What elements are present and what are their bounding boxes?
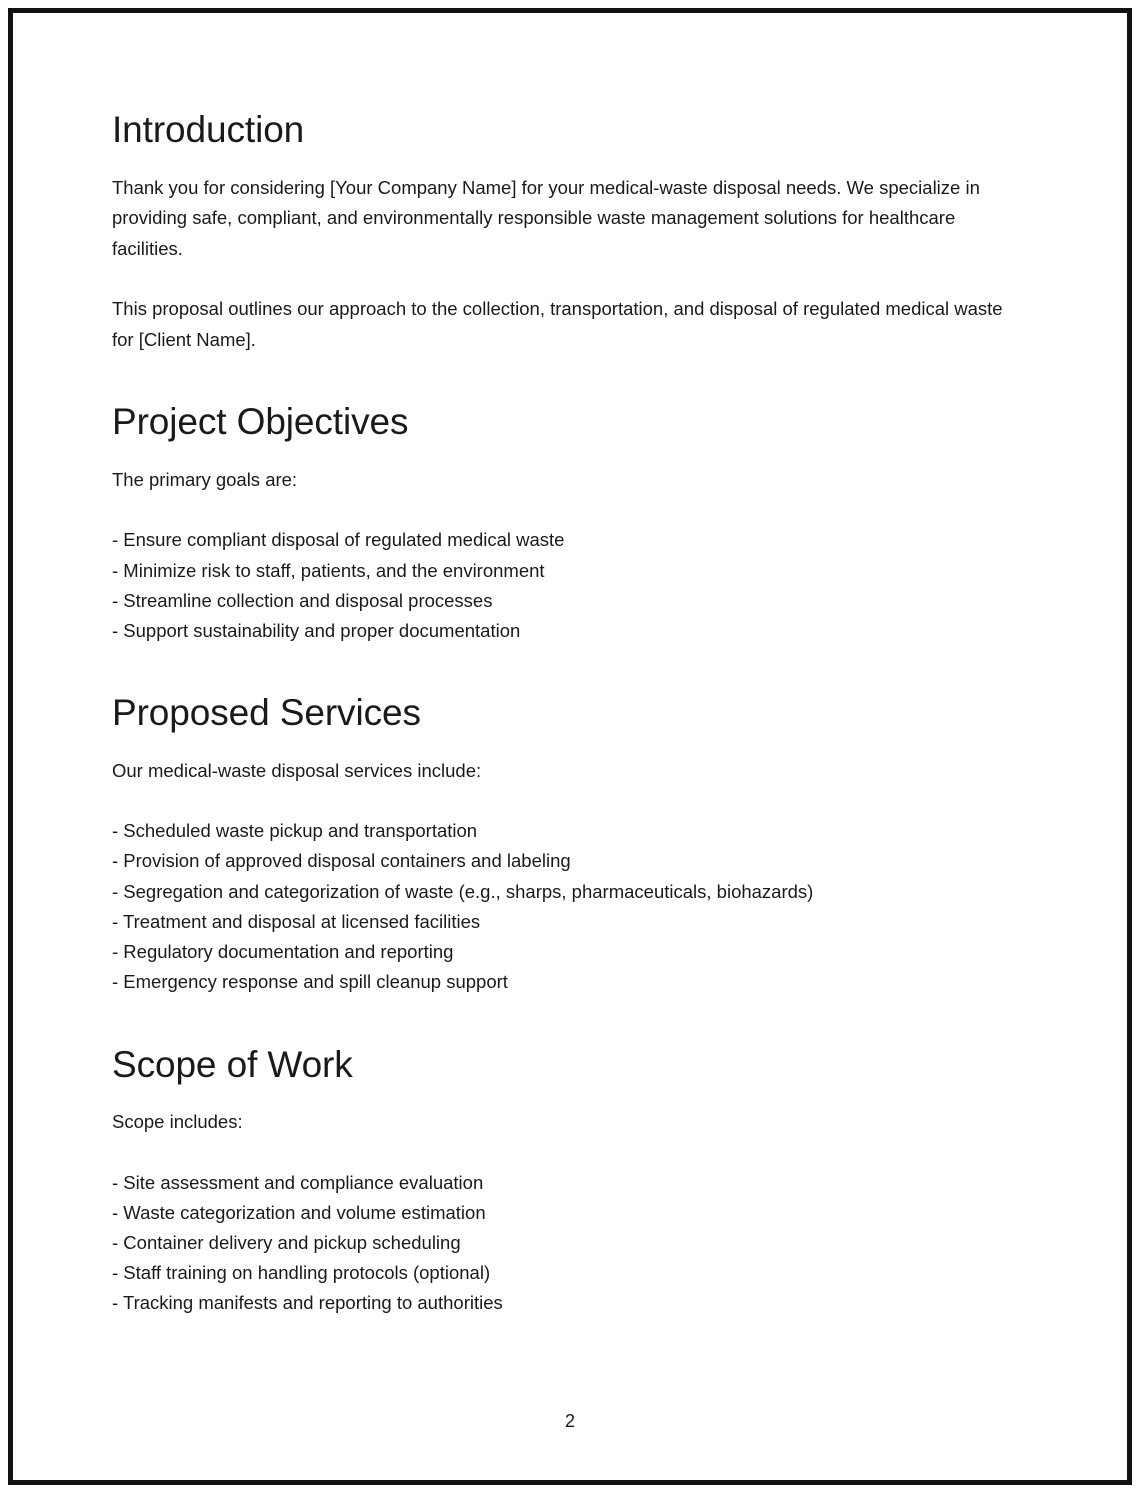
list-item: - Scheduled waste pickup and transportation — [112, 820, 478, 842]
heading-spacer — [112, 735, 1017, 756]
document-body — [112, 108, 1017, 1319]
paragraph-intro-2: This proposal outlines our approach to the collection, transportation, and disposal of regulated medical waste for [Client Name]. — [112, 298, 1003, 350]
list-item: - Minimize risk to staff, patients, and the environment — [112, 559, 545, 581]
bullet-list-project-objectives — [112, 525, 1017, 646]
lead-in-scope-of-work: Scope includes: — [112, 1111, 243, 1133]
list-item: - Streamline collection and disposal processes — [112, 589, 493, 611]
list-item: - Emergency response and spill cleanup support — [112, 971, 508, 993]
heading-spacer — [112, 1086, 1017, 1107]
list-item: - Support sustainability and proper documentation — [112, 619, 521, 641]
lead-in-proposed-services: Our medical-waste disposal services include: — [112, 759, 482, 781]
section-heading-proposed-services: Proposed Services — [112, 692, 421, 734]
list-item: - Regulatory documentation and reporting — [112, 941, 454, 963]
list-item: - Container delivery and pickup scheduling — [112, 1232, 461, 1254]
list-item: - Tracking manifests and reporting to authorities — [112, 1292, 503, 1314]
heading-spacer — [112, 444, 1017, 465]
list-item: - Site assessment and compliance evaluation — [112, 1171, 484, 1193]
bullet-list-proposed-services — [112, 816, 1017, 997]
section-introduction — [112, 108, 1017, 355]
section-proposed-services — [112, 691, 1017, 997]
bullet-list-scope-of-work — [112, 1168, 1017, 1319]
list-item: - Provision of approved disposal containers and labeling — [112, 850, 571, 872]
section-scope-of-work — [112, 1043, 1017, 1319]
list-item: - Treatment and disposal at licensed facilities — [112, 910, 481, 932]
heading-spacer — [112, 152, 1017, 173]
list-item: - Segregation and categorization of waste (e.g., sharps, pharmaceuticals, biohazards) — [112, 880, 814, 902]
list-item: - Staff training on handling protocols (optional) — [112, 1262, 491, 1284]
lead-in-project-objectives: The primary goals are: — [112, 468, 298, 490]
section-project-objectives — [112, 400, 1017, 646]
document-page — [8, 8, 1132, 1485]
list-item: - Ensure compliant disposal of regulated medical waste — [112, 529, 565, 551]
section-heading-introduction: Introduction — [112, 109, 305, 150]
section-heading-scope-of-work: Scope of Work — [112, 1043, 353, 1085]
paragraph-intro-1: Thank you for considering [Your Company Name] for your medical-waste disposal needs. We specialize in providing safe, compliant, and environmentally responsible waste management solutions for healthcare facilities. — [112, 176, 980, 259]
section-heading-project-objectives: Project Objectives — [112, 401, 409, 443]
page-number: 2 — [564, 1411, 575, 1431]
list-item: - Waste categorization and volume estimation — [112, 1201, 486, 1223]
